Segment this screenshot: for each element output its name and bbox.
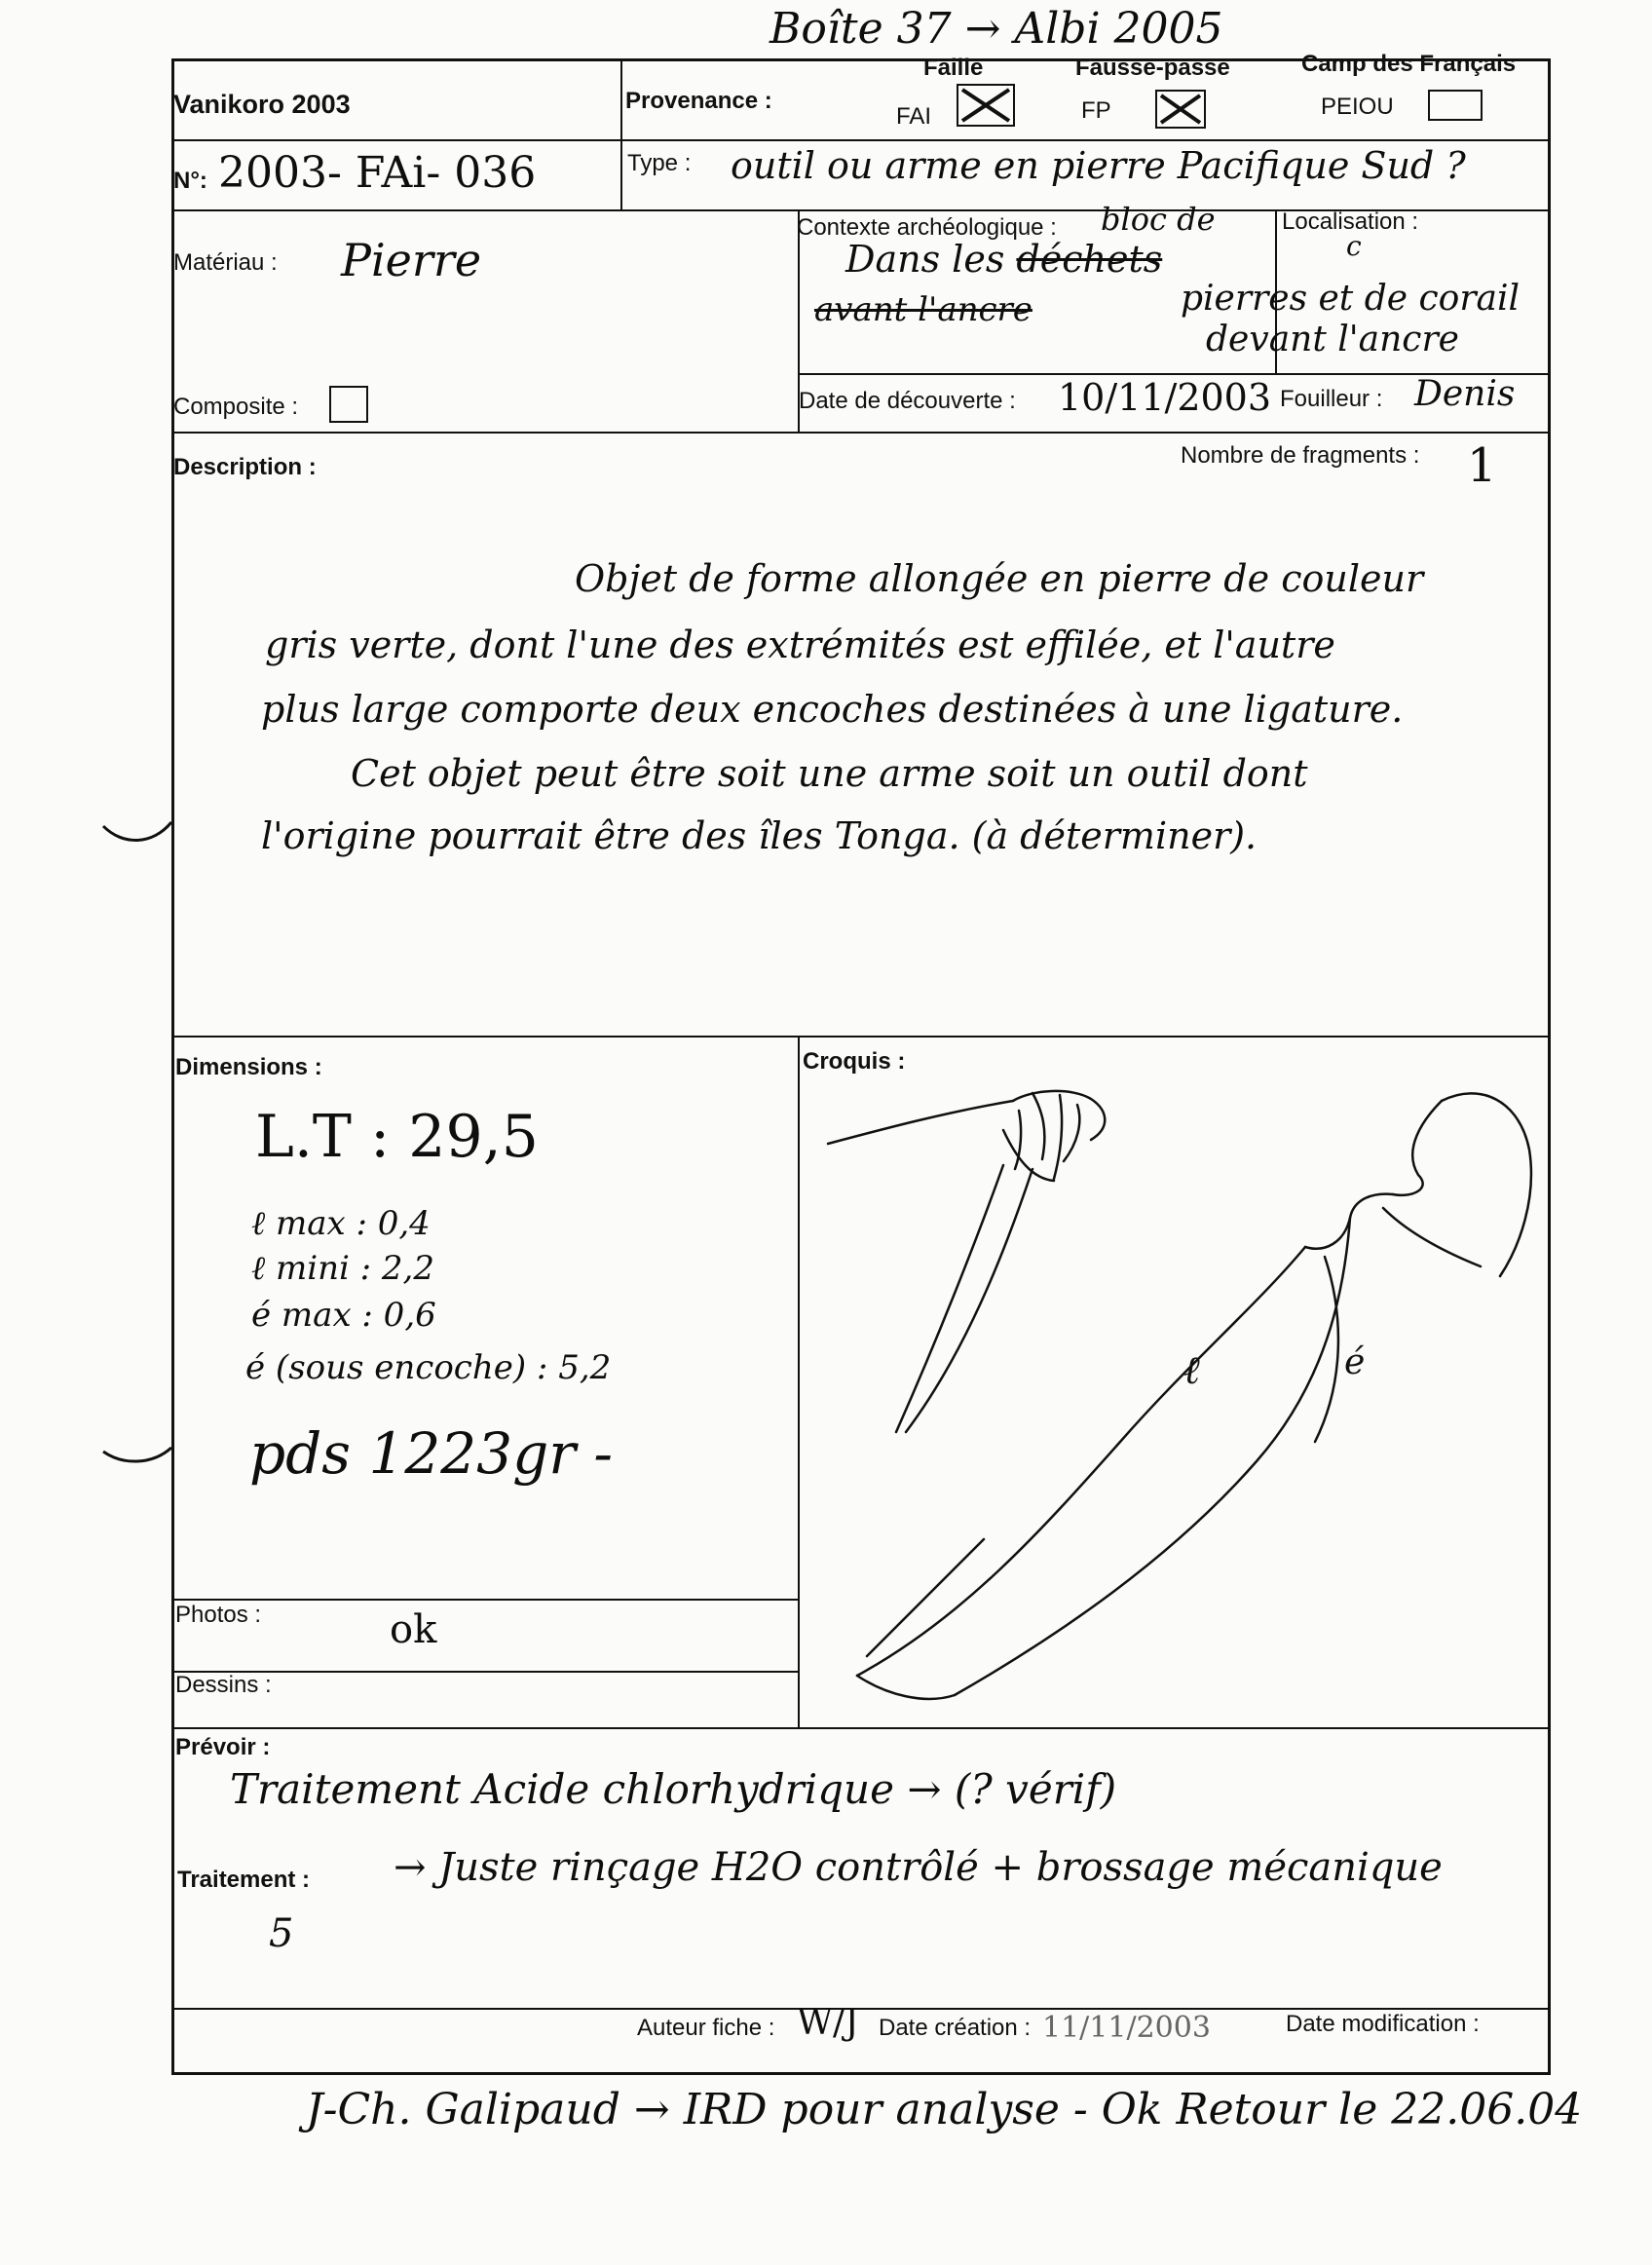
fouilleur-value: Denis [1414, 374, 1516, 414]
auteur-value: W/J [797, 2003, 859, 2043]
dessins-label: Dessins : [175, 1672, 272, 1698]
site-faille-name: Faille [923, 55, 984, 81]
contexte-line2-struck: déchets [1016, 238, 1163, 281]
prevoir-label: Prévoir : [175, 1734, 271, 1760]
site-camp-code: PEIOU [1321, 94, 1394, 120]
materiau-value: Pierre [341, 234, 482, 286]
localisation-value: c [1346, 230, 1362, 262]
localisation-label: Localisation : [1282, 208, 1419, 235]
provenance-label: Provenance : [625, 88, 772, 114]
creation-label: Date création : [879, 2015, 1032, 2041]
contexte-line3: pierres et de corail [1181, 279, 1521, 319]
fragments-label: Nombre de fragments : [1181, 442, 1420, 469]
photos-value: ok [390, 1607, 437, 1652]
rule [174, 1036, 1548, 1038]
contexte-insert: bloc de [1101, 201, 1216, 238]
fouilleur-label: Fouilleur : [1280, 386, 1383, 412]
creation-value: 11/11/2003 [1042, 2011, 1211, 2045]
dimension-item: ℓ mini : 2,2 [251, 1249, 434, 1288]
description-line: l'origine pourrait être des îles Tonga. (à déterminer). [261, 814, 1258, 857]
type-label: Type : [627, 150, 692, 176]
box-note: Boîte 37 → Albi 2005 [770, 4, 1223, 54]
contexte-label: Contexte archéologique : [797, 214, 1057, 241]
dimensions-label: Dimensions : [175, 1054, 322, 1080]
croquis-label: Croquis : [803, 1048, 906, 1075]
traitement-value: → Juste rinçage H2O contrôlé + brossage mécanique [394, 1845, 1443, 1890]
site-fp-code: FP [1081, 97, 1111, 124]
rule [174, 1599, 798, 1601]
site-camp-checkbox[interactable] [1428, 90, 1483, 121]
project-title: Vanikoro 2003 [173, 90, 351, 119]
description-line: gris verte, dont l'une des extrémités est effilée, et l'autre [265, 623, 1335, 666]
site-camp-name: Camp des Français [1301, 51, 1517, 77]
description-label: Description : [173, 454, 317, 480]
description-line: plus large comporte deux encoches destinées à une ligature. [261, 688, 1404, 731]
description-line: Cet objet peut être soit une arme soit un outil dont [351, 752, 1308, 795]
contexte-line3-struck: avant l'ancre [814, 290, 1032, 329]
number-label: N°: [173, 168, 207, 194]
description-line: Objet de forme allongée en pierre de couleur [575, 557, 1424, 600]
rule [620, 61, 622, 209]
traitement-number: 5 [269, 1911, 294, 1956]
rule [174, 432, 1548, 434]
date-decouverte-label: Date de découverte : [799, 388, 1016, 414]
contexte-line2-text: Dans les [845, 238, 1005, 281]
artifact-sketch [799, 1072, 1549, 1715]
bottom-note: J-Ch. Galipaud → IRD pour analyse - Ok Retour le 22.06.04 [306, 2085, 1583, 2134]
materiau-label: Matériau : [173, 249, 278, 276]
modification-label: Date modification : [1286, 2011, 1480, 2037]
check-cross-icon [958, 86, 1013, 125]
photos-label: Photos : [175, 1602, 262, 1628]
site-fp-checkbox[interactable] [1155, 90, 1206, 129]
check-cross-icon [1157, 92, 1204, 127]
dimension-item: é (sous encoche) : 5,2 [245, 1348, 612, 1387]
rule [174, 139, 1548, 141]
composite-label: Composite : [173, 394, 299, 420]
sketch-mark-l: ℓ [1183, 1348, 1200, 1393]
dimension-lt: L.T : 29,5 [255, 1103, 539, 1171]
contexte-line4: devant l'ancre [1206, 320, 1459, 359]
contexte-line2 [845, 238, 1162, 281]
composite-checkbox[interactable] [329, 386, 368, 423]
dimension-item: ℓ max : 0,4 [251, 1204, 431, 1243]
traitement-label: Traitement : [177, 1867, 311, 1893]
site-faille-checkbox[interactable] [957, 84, 1015, 127]
rule [174, 1727, 1548, 1729]
rule [174, 2008, 1548, 2010]
type-value: outil ou arme en pierre Pacifique Sud ? [731, 144, 1466, 187]
dimension-item: é max : 0,6 [251, 1296, 436, 1335]
auteur-label: Auteur fiche : [637, 2015, 775, 2041]
number-value: 2003- FAi- 036 [218, 148, 537, 198]
sketch-mark-e: é [1344, 1342, 1366, 1382]
dimension-poids: pds 1223gr - [249, 1420, 613, 1487]
date-decouverte-value: 10/11/2003 [1058, 376, 1272, 419]
site-faille-code: FAI [896, 103, 932, 130]
fragments-value: 1 [1467, 438, 1497, 493]
prevoir-value: Traitement Acide chlorhydrique → (? vérif) [230, 1765, 1117, 1813]
punch-mark [94, 1422, 181, 1481]
site-fp-name: Fausse-passe [1075, 55, 1230, 81]
punch-mark [94, 799, 181, 857]
